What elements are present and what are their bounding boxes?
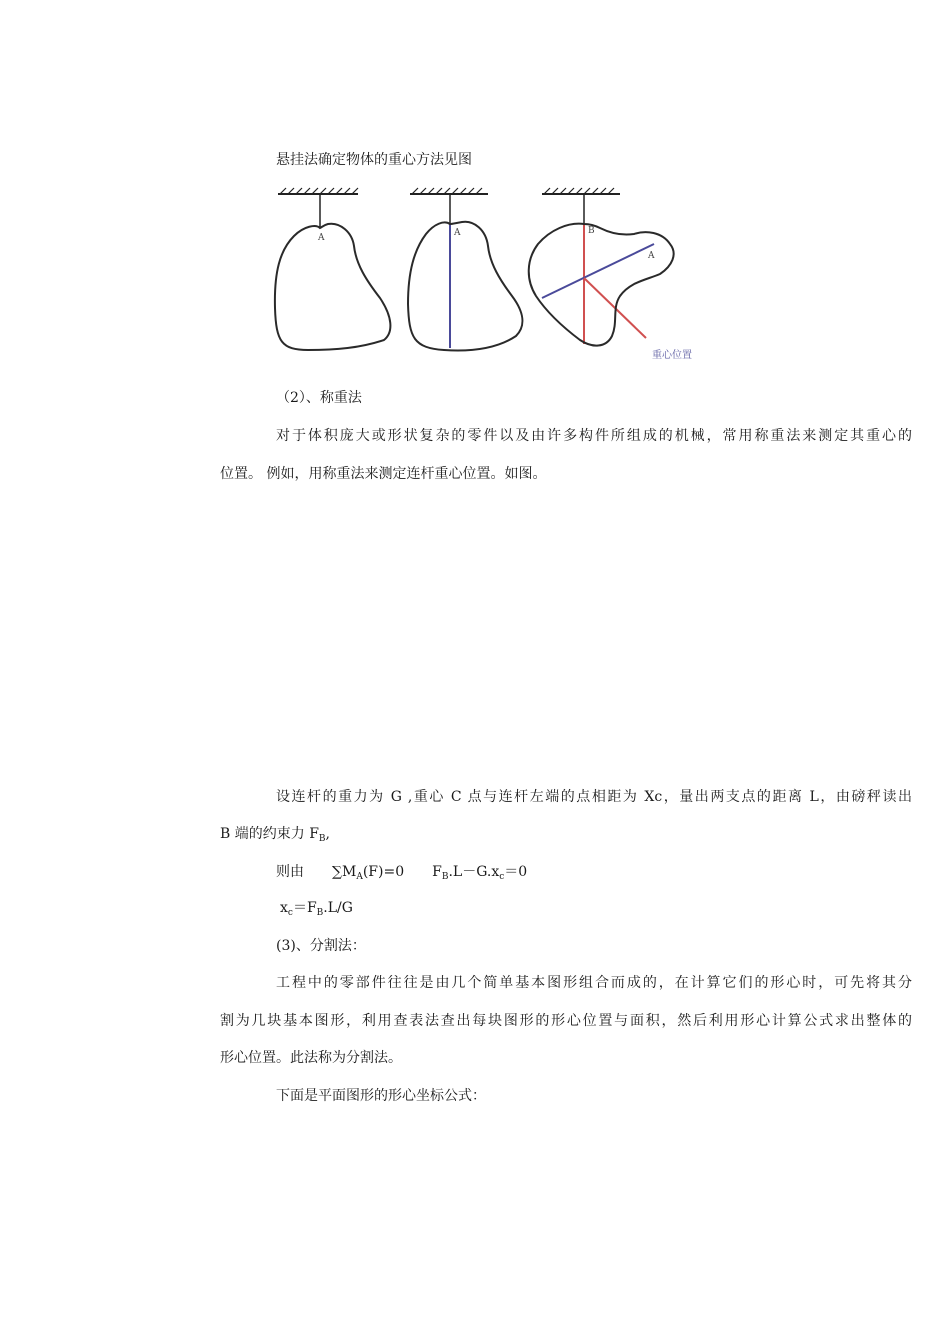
suspension-diagram <box>268 180 708 370</box>
eq1-x-sub: c <box>499 872 505 882</box>
eq2-rest: .L/G <box>323 900 353 916</box>
heading-suspension-method: 悬挂法确定物体的重心方法见图 <box>276 152 472 168</box>
section-3-para-line3: 形心位置。此法称为分割法。 <box>220 1050 402 1066</box>
section-3-para-line1: 工程中的零部件往往是由几个简单基本图形组合而成的，在计算它们的形心时，可先将其分 <box>276 975 912 991</box>
eq2-eq-f: ＝F <box>292 900 317 916</box>
section-3-title: (3)、分割法： <box>276 938 366 954</box>
section-2-title: （2）、称重法 <box>276 390 362 406</box>
eq1-f: F <box>432 864 442 880</box>
equation-xc <box>280 898 353 918</box>
eq1-sum-sub: A <box>356 872 363 882</box>
label-b-3: B <box>588 226 595 236</box>
eq2-x-sub: c <box>287 908 293 918</box>
eq1-post: ＝0 <box>504 864 528 880</box>
label-a-2: A <box>454 228 461 238</box>
para2-line2-sub: B <box>318 834 326 844</box>
eq1-sum: ∑M <box>332 864 357 880</box>
eq2-f-sub: B <box>316 908 324 918</box>
section-2-para1-line1: 对于体积庞大或形状复杂的零件以及由许多构件所组成的机械，常用称重法来测定其重心的 <box>276 428 912 444</box>
plumb-line-blue-3 <box>542 244 654 298</box>
para2-line2-tail: , <box>325 826 330 842</box>
section-2-para1-line2: 位置。 例如，用称重法来测定连杆重心位置。如图。 <box>220 466 547 482</box>
panel-3 <box>529 188 692 361</box>
panel-1 <box>275 188 391 350</box>
label-a-1: A <box>318 233 325 243</box>
body-outline-1 <box>275 224 391 350</box>
body-outline-3 <box>529 224 674 346</box>
section-2-para2-line1: 设连杆的重力为 G ,重心 C 点与连杆左端的点相距为 Xc，量出两支点的距离 L，由磅秤读出 <box>276 789 912 805</box>
section-3-para-line2: 割为几块基本图形，利用查表法查出每块图形的形心位置与面积，然后利用形心计算公式求出整体的 <box>220 1013 912 1029</box>
suspension-method-figure <box>268 180 708 370</box>
eq2-x: x <box>280 900 288 916</box>
equation-moment <box>276 862 527 882</box>
label-a-3: A <box>648 251 655 261</box>
eq1-sum-post: (F)=0 <box>362 864 405 880</box>
body-outline-2 <box>408 222 522 351</box>
section-2-para2-line2 <box>220 824 330 844</box>
eq1-mid: .L－G.x <box>448 864 500 880</box>
eq1-f-sub: B <box>441 872 449 882</box>
centroid-caption: 重心位置 <box>652 350 692 361</box>
eq1-lead: 则由 <box>276 864 304 880</box>
para2-line2-text: B 端的约束力 F <box>220 826 319 842</box>
section-3-para2: 下面是平面图形的形心坐标公式： <box>276 1088 486 1104</box>
panel-2 <box>408 188 522 350</box>
